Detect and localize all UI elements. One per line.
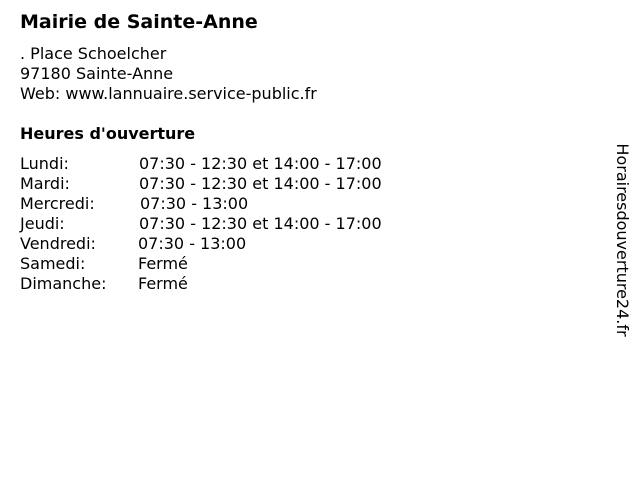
day-label: Samedi: [20,254,86,273]
day-hours: 07:30 - 12:30 et 14:00 - 17:00 [139,214,382,233]
day-hours: 07:30 - 12:30 et 14:00 - 17:00 [139,174,382,193]
day-hours: Fermé [138,274,188,293]
day-label: Mardi: [20,174,70,193]
day-label: Dimanche: [20,274,107,293]
day-hours: 07:30 - 12:30 et 14:00 - 17:00 [139,154,382,173]
site-watermark: Horairesdouverture24.fr [613,143,632,337]
day-hours: 07:30 - 13:00 [138,234,247,253]
opening-hours-heading: Heures d'ouverture [20,124,196,143]
day-label: Lundi: [20,154,69,173]
day-hours: Fermé [138,254,188,273]
address-city: 97180 Sainte-Anne [20,64,174,83]
page-title: Mairie de Sainte-Anne [20,11,258,33]
day-hours: 07:30 - 13:00 [140,194,249,213]
day-label: Jeudi: [20,214,65,233]
address-web: Web: www.lannuaire.service-public.fr [20,84,317,103]
address-street: . Place Schoelcher [20,44,167,63]
day-label: Mercredi: [20,194,95,213]
address-block [20,44,317,104]
day-label: Vendredi: [20,234,96,253]
